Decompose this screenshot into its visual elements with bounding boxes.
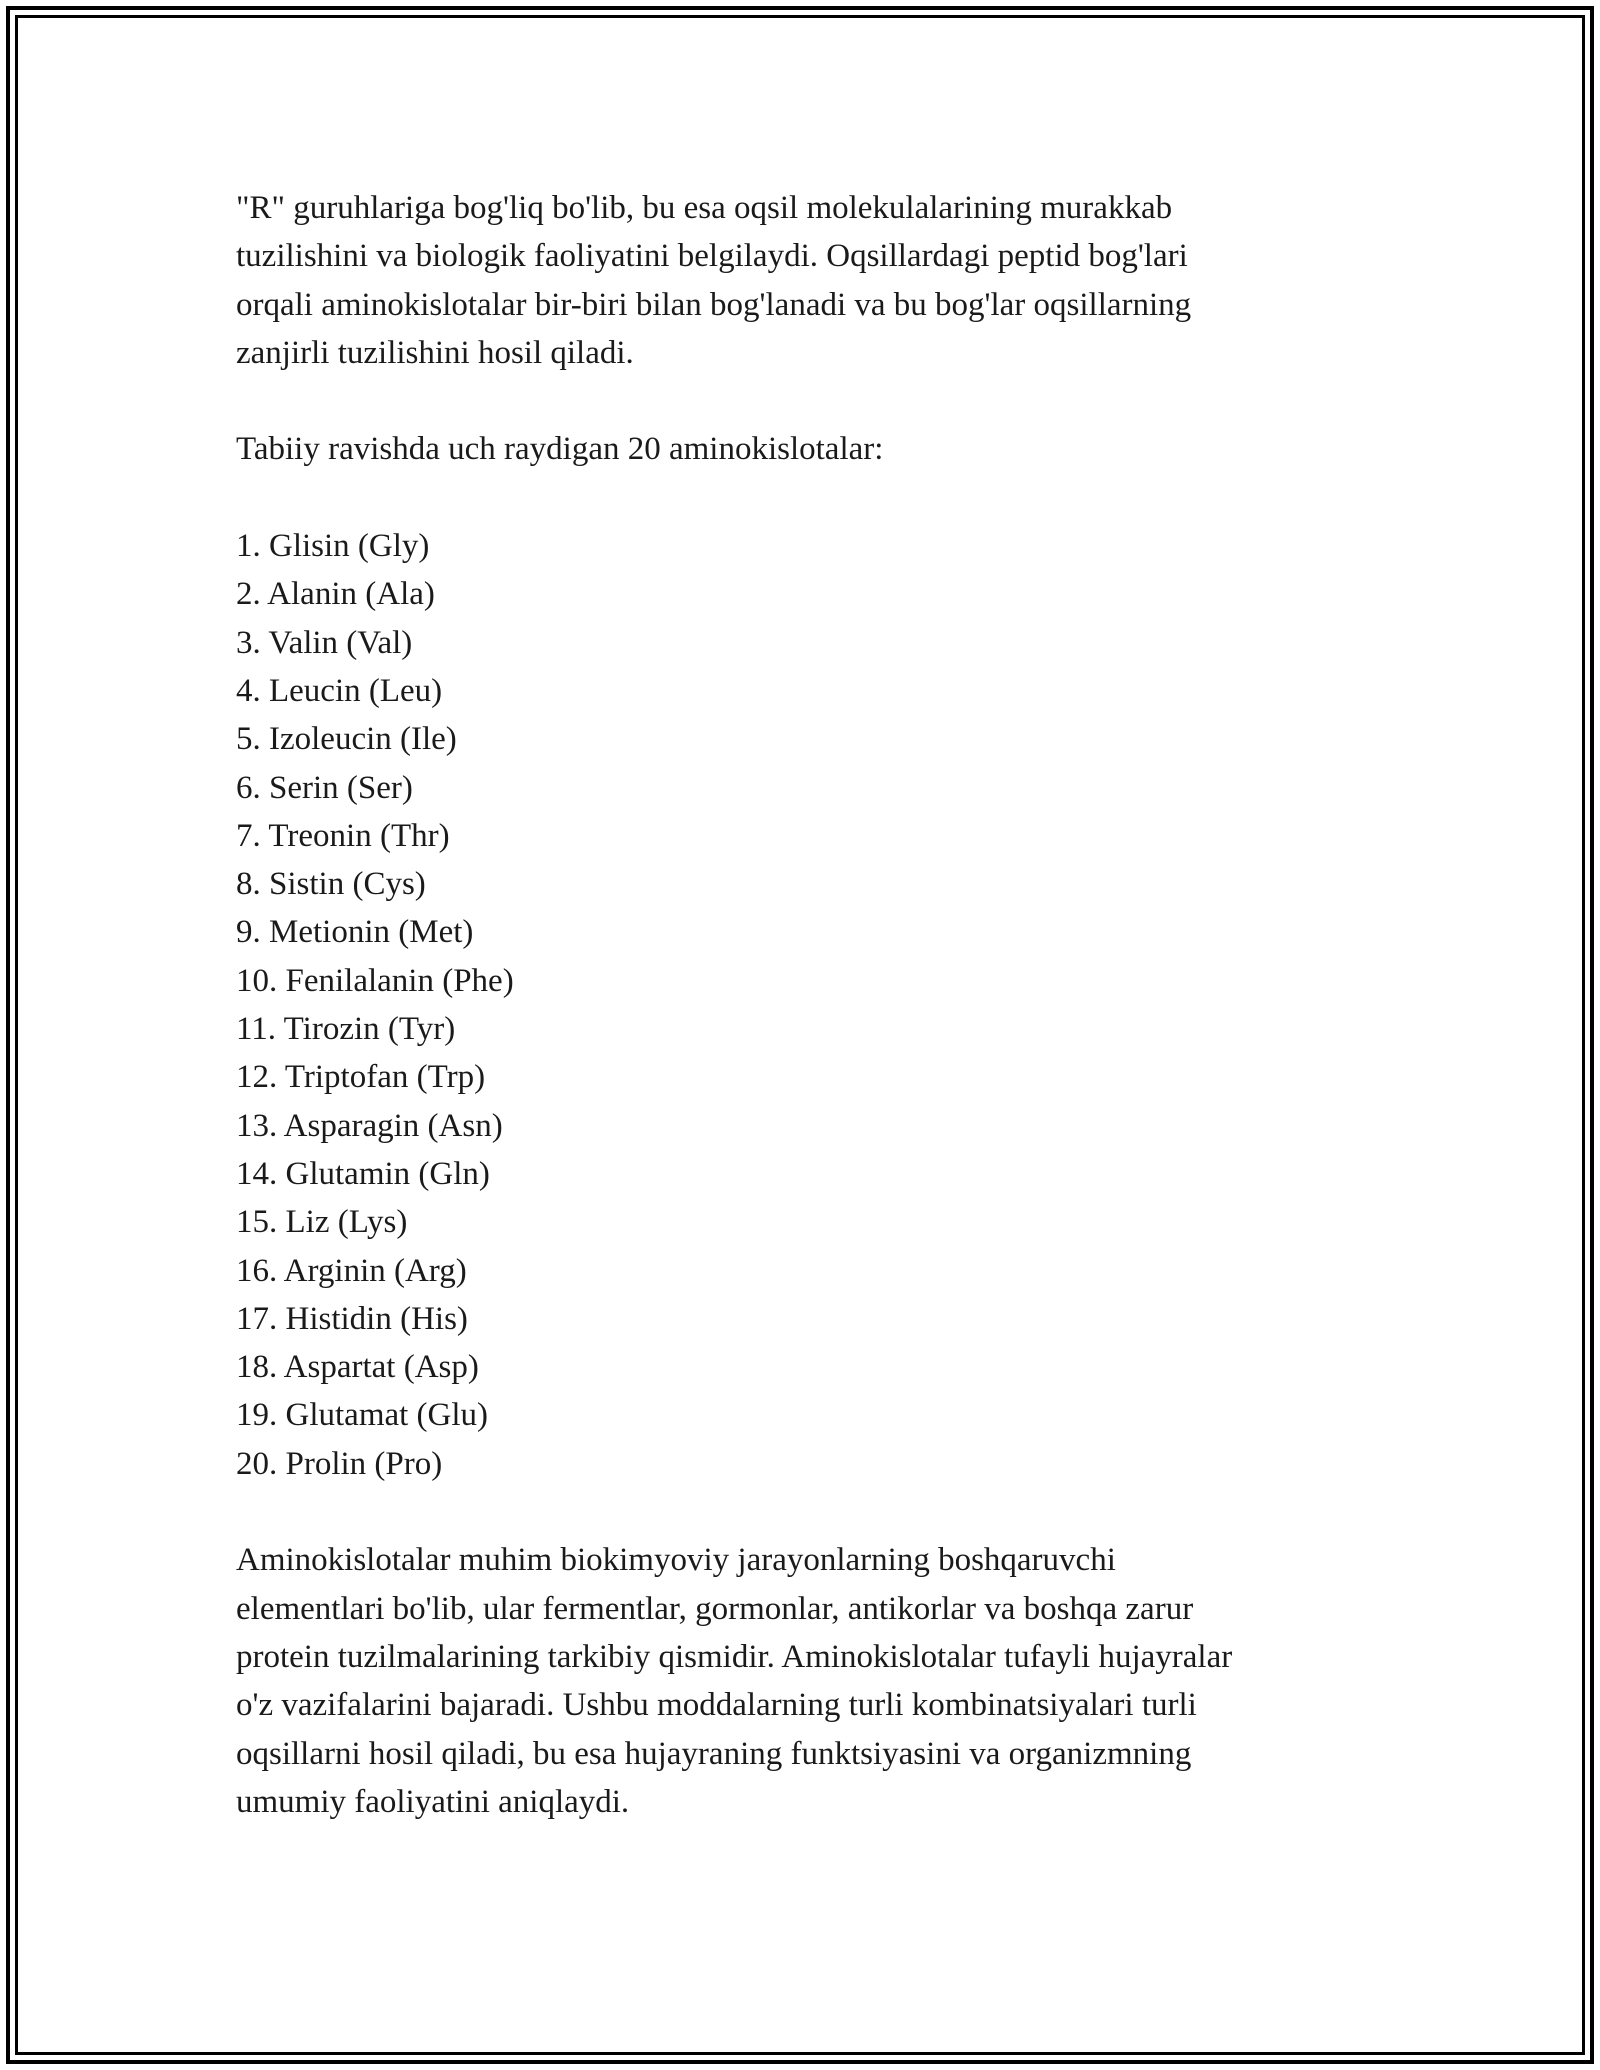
- intro-line: zanjirli tuzilishini hosil qiladi.: [236, 334, 634, 371]
- list-item: 17. Histidin (His): [236, 1300, 468, 1337]
- list-item: 18. Aspartat (Asp): [236, 1349, 479, 1386]
- list-item: 6. Serin (Ser): [236, 769, 413, 806]
- intro-line: tuzilishini va biologik faoliyatini belgilaydi. Oqsillardagi peptid bog'lari: [236, 238, 1188, 275]
- list-item: 10. Fenilalanin (Phe): [236, 962, 514, 999]
- closing-line: umumiy faoliyatini aniqlaydi.: [236, 1783, 630, 1820]
- closing-line: protein tuzilmalarining tarkibiy qismidir. Aminokislotalar tufayli hujayralar: [236, 1638, 1233, 1675]
- list-item: 3. Valin (Val): [236, 624, 413, 661]
- list-item: 4. Leucin (Leu): [236, 672, 443, 709]
- closing-paragraph: [236, 1536, 1366, 1826]
- list-item: 8. Sistin (Cys): [236, 866, 426, 903]
- list-item: 13. Asparagin (Asn): [236, 1107, 503, 1144]
- list-item: 7. Treonin (Thr): [236, 817, 450, 854]
- list-item: 12. Triptofan (Trp): [236, 1059, 486, 1096]
- list-item: 14. Glutamin (Gln): [236, 1155, 490, 1192]
- list-item: 16. Arginin (Arg): [236, 1252, 467, 1289]
- intro-line: "R" guruhlariga bog'liq bo'lib, bu esa oqsil molekulalarining murakkab: [236, 190, 1173, 226]
- intro-line: orqali aminokislotalar bir-biri bilan bog'lanadi va bu bog'lar oqsillarning: [236, 286, 1192, 323]
- closing-line: oqsillarni hosil qiladi, bu esa hujayraning funktsiyasini va organizmning: [236, 1735, 1192, 1772]
- list-item: 11. Tirozin (Tyr): [236, 1011, 456, 1048]
- list-item: 5. Izoleucin (Ile): [236, 721, 457, 758]
- list-item: 1. Glisin (Gly): [236, 528, 430, 565]
- amino-acid-list: [236, 522, 1366, 1488]
- list-item: 9. Metionin (Met): [236, 914, 474, 951]
- closing-line: elementlari bo'lib, ular fermentlar, gormonlar, antikorlar va boshqa zarur: [236, 1590, 1194, 1627]
- list-item: 15. Liz (Lys): [236, 1204, 408, 1241]
- list-item: 2. Alanin (Ala): [236, 576, 435, 613]
- document-body: [236, 184, 1366, 1826]
- list-item: 20. Prolin (Pro): [236, 1445, 443, 1482]
- list-item: 19. Glutamat (Glu): [236, 1397, 489, 1434]
- closing-line: Aminokislotalar muhim biokimyoviy jarayonlarning boshqaruvchi: [236, 1542, 1116, 1579]
- list-heading: Tabiiy ravishda uch raydigan 20 aminokislotalar:: [236, 431, 884, 468]
- intro-paragraph: [236, 184, 1366, 377]
- closing-line: o'z vazifalarini bajaradi. Ushbu moddalarning turli kombinatsiyalari turli: [236, 1687, 1197, 1724]
